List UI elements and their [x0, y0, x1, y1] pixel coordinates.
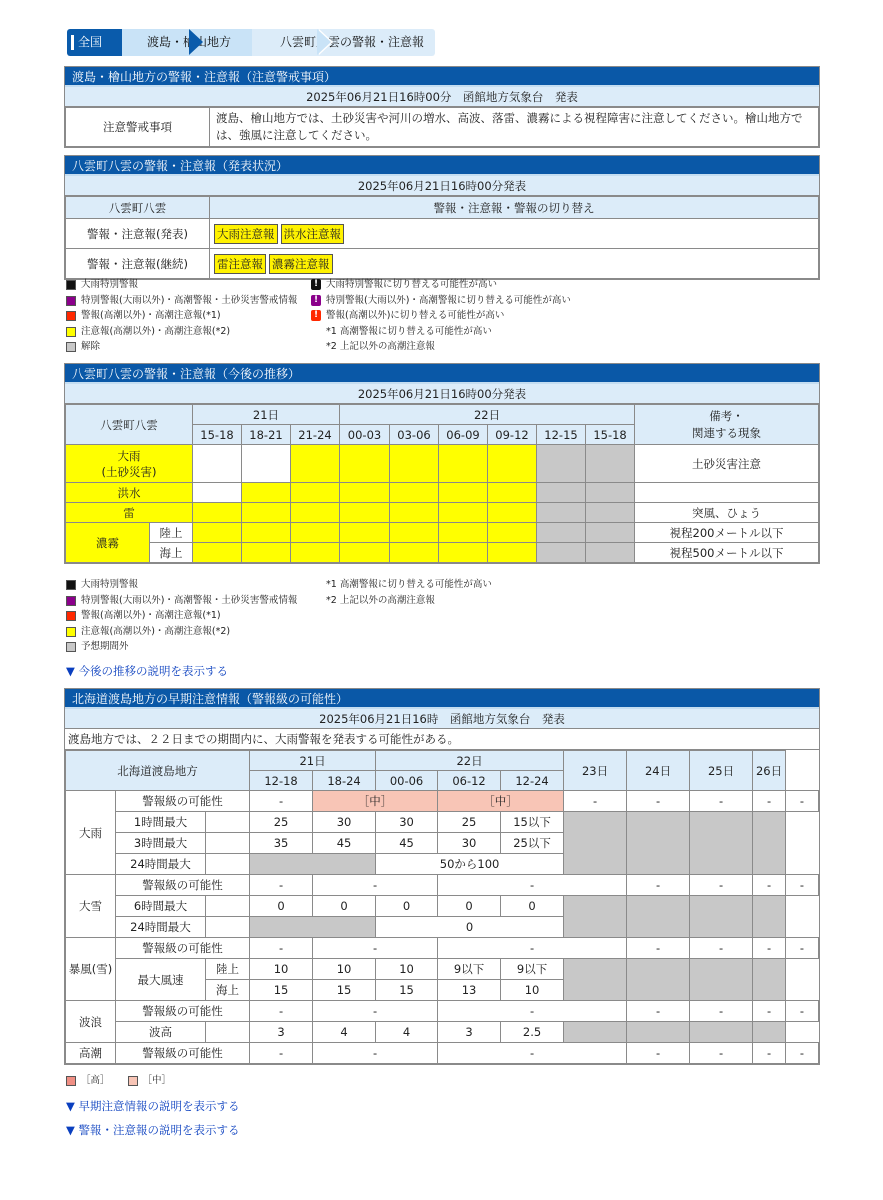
- status-cell: [390, 503, 439, 523]
- summary-text: 渡島地方では、２２日までの期間内に、大雨警報を発表する可能性がある。: [65, 729, 819, 750]
- dash-cell: -: [690, 1001, 753, 1022]
- dash-cell: -: [753, 791, 786, 812]
- legend-label: *2 上記以外の高潮注意報: [326, 594, 435, 606]
- time-slot: 12-24: [501, 771, 564, 791]
- issued-label: 警報・注意報(発表): [66, 219, 210, 249]
- legend-label: 注意報(高潮以外)・高潮注意報(*2): [81, 325, 231, 337]
- legend-item: [311, 277, 571, 293]
- dash-cell: -: [438, 875, 627, 896]
- status-cell: [488, 483, 537, 503]
- dash-cell: -: [313, 1043, 438, 1064]
- tide-label: 高潮: [66, 1043, 116, 1064]
- status-cell: [193, 483, 242, 503]
- color-swatch: [66, 311, 76, 321]
- color-swatch: [66, 580, 76, 590]
- area-name: 北海道渡島地方: [66, 751, 250, 791]
- status-cell: [242, 503, 291, 523]
- status-section: [64, 155, 820, 280]
- breadcrumb-label: 渡島・檜山地方: [147, 35, 232, 49]
- dash-cell: -: [690, 938, 753, 959]
- legend-label: 特別警報(大雨以外)・高潮警報に切り替える可能性が高い: [326, 294, 571, 306]
- status-cell: [340, 483, 390, 503]
- status-cell: [193, 503, 242, 523]
- remarks-cell: 視程200メートル以下: [635, 523, 819, 543]
- legend-label: 大雨特別警報に切り替える可能性が高い: [326, 279, 498, 290]
- early-warning-explain-link[interactable]: ▼ 早期注意情報の説明を表示する: [66, 1099, 240, 1113]
- possibility-label: 警報級の可能性: [116, 1001, 250, 1022]
- status-cell: [439, 445, 488, 483]
- status-cell: [291, 523, 340, 543]
- early-warning-section: [64, 688, 820, 1065]
- status-cell: [340, 445, 390, 483]
- color-swatch: [66, 627, 76, 637]
- day-25: 25日: [690, 751, 753, 791]
- remarks-cell: 土砂災害注意: [635, 445, 819, 483]
- status-cell: [390, 445, 439, 483]
- legend-item: [311, 308, 571, 324]
- day-23: 23日: [564, 751, 627, 791]
- legend-label: *1 高潮警報に切り替える可能性が高い: [326, 325, 492, 337]
- empty-cell: [206, 896, 250, 917]
- value-cell: 50から100: [376, 854, 564, 875]
- status-cell: [242, 445, 291, 483]
- legend2-right: [311, 577, 492, 608]
- legend-label: 特別警報(大雨以外)・高潮警報・土砂災害警戒情報: [81, 294, 298, 306]
- thunder-advisory-badge[interactable]: 雷注意報: [214, 254, 266, 274]
- dash-cell: -: [250, 1043, 313, 1064]
- gray-cell: [753, 896, 786, 938]
- caution-text: 渡島、檜山地方では、土砂災害や河川の増水、高波、落雷、濃霧による視程障害に注意してください。檜山地方では、強風に注意してください。: [210, 108, 819, 147]
- value-cell: 25: [250, 812, 313, 833]
- status-cell: [488, 503, 537, 523]
- possibility-label: 警報級の可能性: [116, 875, 250, 896]
- empty-cell: [206, 1022, 250, 1043]
- breadcrumb-item-region[interactable]: [122, 29, 252, 56]
- breadcrumb: [67, 29, 435, 56]
- legend-label: 解除: [81, 341, 101, 352]
- legend-item: [66, 577, 297, 593]
- snow-6h-label: 6時間最大: [116, 896, 206, 917]
- legend-item: [66, 624, 297, 640]
- status-cell: [586, 503, 635, 523]
- switch-header: 警報・注意報・警報の切り替え: [210, 197, 819, 219]
- dash-cell: -: [313, 938, 438, 959]
- status-cell: [537, 445, 586, 483]
- value-cell: 9以下: [501, 959, 564, 980]
- time-slot: 18-24: [313, 771, 376, 791]
- time-slot: 15-18: [193, 425, 242, 445]
- gray-cell: [564, 959, 627, 1001]
- day-21: 21日: [193, 405, 340, 425]
- legend-item: [66, 339, 297, 355]
- empty-cell: [206, 833, 250, 854]
- gray-cell: [627, 1022, 690, 1043]
- color-swatch: [66, 280, 76, 290]
- breadcrumb-marker-icon: [71, 35, 74, 50]
- legend-item: [311, 577, 492, 593]
- legend-item: [311, 324, 571, 340]
- empty-cell: [206, 812, 250, 833]
- snow-label: 大雪: [66, 875, 116, 938]
- gray-cell: [627, 812, 690, 875]
- dash-cell: -: [627, 875, 690, 896]
- time-slot: 06-09: [439, 425, 488, 445]
- dash-cell: -: [690, 1043, 753, 1064]
- possibility-value: -: [250, 791, 313, 812]
- status-cell: [586, 523, 635, 543]
- value-cell: 35: [250, 833, 313, 854]
- value-cell: 45: [313, 833, 376, 854]
- dash-cell: -: [313, 1001, 438, 1022]
- status-cell: [291, 483, 340, 503]
- value-cell: 2.5: [501, 1022, 564, 1043]
- continued-label: 警報・注意報(継続): [66, 249, 210, 279]
- legend-item: [66, 277, 297, 293]
- breadcrumb-item-all[interactable]: [67, 29, 122, 56]
- possibility-label: 警報級の可能性: [116, 791, 250, 812]
- time-slot: 00-03: [340, 425, 390, 445]
- issued-time: 2025年06月21日16時00分 函館地方気象台 発表: [65, 87, 819, 107]
- color-swatch: [128, 1076, 138, 1086]
- empty-cell: [206, 854, 250, 875]
- status-cell: [340, 503, 390, 523]
- gray-cell: [250, 854, 376, 875]
- status-cell: [291, 445, 340, 483]
- sub-land: 陸上: [150, 523, 193, 543]
- day-26: 26日: [753, 751, 786, 791]
- forecast-section: [64, 363, 820, 564]
- gray-cell: [627, 959, 690, 1001]
- exclamation-icon: !: [311, 310, 321, 321]
- gray-cell: [564, 812, 627, 875]
- color-swatch: [66, 642, 76, 652]
- row-label: (土砂災害): [101, 464, 157, 479]
- legend2-left: [66, 577, 297, 655]
- remarks-cell: [635, 483, 819, 503]
- gray-cell: [627, 896, 690, 938]
- status-cell: [242, 483, 291, 503]
- section-title: 八雲町八雲の警報・注意報（発表状況）: [65, 156, 819, 176]
- legend-item: [128, 1073, 172, 1089]
- sea-label: 海上: [206, 980, 250, 1001]
- remarks-header-line2: 関連する現象: [692, 425, 762, 440]
- legend-label: 大雨特別警報: [81, 579, 139, 590]
- issued-time: 2025年06月21日16時00分発表: [65, 176, 819, 196]
- remarks-header-line1: 備考・: [709, 408, 744, 423]
- value-cell: 10: [501, 980, 564, 1001]
- status-cell: [242, 543, 291, 563]
- dash-cell: -: [438, 938, 627, 959]
- issued-time: 2025年06月21日16時00分発表: [65, 384, 819, 404]
- status-cell: [488, 523, 537, 543]
- dash-cell: -: [250, 938, 313, 959]
- color-swatch: [66, 342, 76, 352]
- status-cell: [488, 445, 537, 483]
- value-cell: 10: [376, 959, 438, 980]
- legend-left: [66, 277, 297, 355]
- dash-cell: -: [753, 1043, 786, 1064]
- color-swatch: [66, 327, 76, 337]
- dash-cell: -: [753, 875, 786, 896]
- legend-item: [66, 1073, 110, 1089]
- section-title: 北海道渡島地方の早期注意情報（警報級の可能性）: [65, 689, 819, 709]
- warning-explain-link[interactable]: ▼ 警報・注意報の説明を表示する: [66, 1123, 240, 1137]
- day-24: 24日: [627, 751, 690, 791]
- dash-cell: -: [438, 1001, 627, 1022]
- legend-item: [66, 308, 297, 324]
- gray-cell: [753, 959, 786, 1001]
- legend-item: [311, 593, 492, 609]
- dash-cell: -: [564, 791, 627, 812]
- wave-height-label: 波高: [116, 1022, 206, 1043]
- heavy-rain-advisory-badge[interactable]: 大雨注意報: [214, 224, 278, 244]
- status-cell: [537, 543, 586, 563]
- dash-cell: -: [313, 875, 438, 896]
- snow-24h-label: 24時間最大: [116, 917, 206, 938]
- status-cell: [537, 523, 586, 543]
- area-name: 八雲町八雲: [66, 405, 193, 445]
- dash-cell: -: [627, 791, 690, 812]
- color-swatch: [66, 296, 76, 306]
- legend-item: [311, 293, 571, 309]
- time-slot: 12-15: [537, 425, 586, 445]
- legend-label: *1 高潮警報に切り替える可能性が高い: [326, 579, 492, 590]
- dash-cell: -: [786, 1043, 819, 1064]
- dash-cell: -: [786, 791, 819, 812]
- value-cell: 30: [376, 812, 438, 833]
- status-cell: [340, 543, 390, 563]
- dash-cell: -: [753, 938, 786, 959]
- legend-label: 大雨特別警報: [81, 279, 139, 290]
- rain-3h-label: 3時間最大: [116, 833, 206, 854]
- color-swatch: [66, 611, 76, 621]
- status-cell: [242, 523, 291, 543]
- possibility-label: 警報級の可能性: [116, 938, 250, 959]
- rain-24h-label: 24時間最大: [116, 854, 206, 875]
- row-flood: 洪水: [66, 483, 193, 503]
- status-cell: [291, 503, 340, 523]
- storm-label: 暴風(雪): [66, 938, 116, 1001]
- dash-cell: -: [753, 1001, 786, 1022]
- status-cell: [537, 483, 586, 503]
- possibility-legend: [66, 1073, 171, 1089]
- issued-badges: [210, 219, 819, 249]
- legend-item: [66, 324, 297, 340]
- gray-cell: [690, 896, 753, 938]
- value-cell: 13: [438, 980, 501, 1001]
- legend-label: 警報(高潮以外)・高潮注意報(*1): [81, 310, 221, 321]
- dash-cell: -: [690, 791, 753, 812]
- row-fog: 濃霧: [66, 523, 150, 563]
- legend-right: [311, 277, 571, 355]
- time-slot: 12-18: [250, 771, 313, 791]
- value-cell: 0: [376, 896, 438, 917]
- forecast-explain-link[interactable]: ▼ 今後の推移の説明を表示する: [66, 664, 228, 678]
- row-label: 大雨: [117, 448, 141, 463]
- dash-cell: -: [627, 938, 690, 959]
- legend-item: [311, 339, 571, 355]
- value-cell: 30: [313, 812, 376, 833]
- wave-label: 波浪: [66, 1001, 116, 1043]
- dash-cell: -: [627, 1043, 690, 1064]
- status-cell: [390, 483, 439, 503]
- value-cell: 0: [376, 917, 564, 938]
- day-22: 22日: [340, 405, 635, 425]
- value-cell: 3: [438, 1022, 501, 1043]
- status-cell: [488, 543, 537, 563]
- gray-cell: [753, 1022, 786, 1043]
- value-cell: 15: [250, 980, 313, 1001]
- value-cell: 10: [313, 959, 376, 980]
- legend-label: 警報(高潮以外)・高潮注意報(*1): [81, 610, 221, 621]
- status-cell: [537, 503, 586, 523]
- time-slot: 21-24: [291, 425, 340, 445]
- color-swatch: [66, 596, 76, 606]
- section-title: 八雲町八雲の警報・注意報（今後の推移）: [65, 364, 819, 384]
- status-cell: [390, 523, 439, 543]
- legend-label: ［高］: [81, 1075, 110, 1086]
- issued-time: 2025年06月21日16時 函館地方気象台 発表: [65, 709, 819, 729]
- value-cell: 10: [250, 959, 313, 980]
- gray-cell: [564, 896, 627, 938]
- remarks-header: [635, 405, 819, 445]
- time-slot: 03-06: [390, 425, 439, 445]
- exclamation-icon: !: [311, 279, 321, 290]
- status-cell: [439, 483, 488, 503]
- empty-cell: [206, 917, 250, 938]
- dash-cell: -: [786, 938, 819, 959]
- dash-cell: -: [786, 1001, 819, 1022]
- day-21: 21日: [250, 751, 376, 771]
- rain-1h-label: 1時間最大: [116, 812, 206, 833]
- legend-item: [66, 293, 297, 309]
- status-cell: [586, 483, 635, 503]
- value-cell: 45: [376, 833, 438, 854]
- remarks-cell: 視程500メートル以下: [635, 543, 819, 563]
- status-cell: [193, 445, 242, 483]
- value-cell: 0: [438, 896, 501, 917]
- color-swatch: [66, 1076, 76, 1086]
- row-heavy-rain: [66, 445, 193, 483]
- breadcrumb-label: 八雲町八雲の警報・注意報: [280, 35, 425, 49]
- legend-item: [66, 593, 297, 609]
- gray-cell: [250, 917, 376, 938]
- gray-cell: [753, 812, 786, 875]
- breadcrumb-arrow-icon: [189, 29, 203, 55]
- fog-advisory-badge[interactable]: 濃霧注意報: [269, 254, 333, 274]
- dash-cell: -: [250, 875, 313, 896]
- possibility-label: 警報級の可能性: [116, 1043, 250, 1064]
- value-cell: 25以下: [501, 833, 564, 854]
- flood-advisory-badge[interactable]: 洪水注意報: [281, 224, 345, 244]
- dash-cell: -: [786, 875, 819, 896]
- possibility-mid: ［中］: [313, 791, 438, 812]
- dash-cell: -: [690, 875, 753, 896]
- time-slot: 09-12: [488, 425, 537, 445]
- gray-cell: [564, 1022, 627, 1043]
- status-cell: [291, 543, 340, 563]
- status-cell: [586, 445, 635, 483]
- value-cell: 25: [438, 812, 501, 833]
- value-cell: 4: [376, 1022, 438, 1043]
- breadcrumb-arrow-icon: [317, 29, 331, 55]
- legend-label: *2 上記以外の高潮注意報: [326, 341, 435, 352]
- status-cell: [439, 543, 488, 563]
- section-title: 渡島・檜山地方の警報・注意報（注意警戒事項）: [65, 67, 819, 87]
- possibility-mid: ［中］: [438, 791, 564, 812]
- dash-cell: -: [438, 1043, 627, 1064]
- dash-cell: -: [250, 1001, 313, 1022]
- row-thunder: 雷: [66, 503, 193, 523]
- status-cell: [193, 523, 242, 543]
- legend-label: ［中］: [142, 1075, 172, 1086]
- max-wind-label: 最大風速: [116, 959, 206, 1001]
- legend-item: [66, 608, 297, 624]
- time-slot: 06-12: [438, 771, 501, 791]
- value-cell: 9以下: [438, 959, 501, 980]
- gray-cell: [690, 812, 753, 875]
- legend-label: 警報(高潮以外)に切り替える可能性が高い: [326, 310, 505, 321]
- sub-sea: 海上: [150, 543, 193, 563]
- value-cell: 4: [313, 1022, 376, 1043]
- status-cell: [390, 543, 439, 563]
- heavy-rain-label: 大雨: [66, 791, 116, 875]
- value-cell: 0: [501, 896, 564, 917]
- day-22: 22日: [376, 751, 564, 771]
- breadcrumb-label: 全国: [78, 35, 103, 49]
- legend-label: 注意報(高潮以外)・高潮注意報(*2): [81, 625, 231, 637]
- caution-label: 注意警戒事項: [66, 108, 210, 147]
- value-cell: 3: [250, 1022, 313, 1043]
- area-name: 八雲町八雲: [66, 197, 210, 219]
- value-cell: 15: [376, 980, 438, 1001]
- continued-badges: [210, 249, 819, 279]
- exclamation-icon: !: [311, 295, 321, 306]
- status-cell: [439, 503, 488, 523]
- time-slot: 18-21: [242, 425, 291, 445]
- gray-cell: [690, 959, 753, 1001]
- time-slot: 15-18: [586, 425, 635, 445]
- breadcrumb-item-current: [252, 29, 435, 56]
- value-cell: 15以下: [501, 812, 564, 833]
- value-cell: 0: [313, 896, 376, 917]
- status-cell: [340, 523, 390, 543]
- status-cell: [439, 523, 488, 543]
- dash-cell: -: [627, 1001, 690, 1022]
- caution-section: [64, 66, 820, 148]
- land-label: 陸上: [206, 959, 250, 980]
- legend-item: [66, 639, 297, 655]
- value-cell: 0: [250, 896, 313, 917]
- status-cell: [193, 543, 242, 563]
- gray-cell: [690, 1022, 753, 1043]
- remarks-cell: 突風、ひょう: [635, 503, 819, 523]
- status-cell: [586, 543, 635, 563]
- legend-label: 予想期間外: [81, 641, 129, 652]
- value-cell: 15: [313, 980, 376, 1001]
- legend-label: 特別警報(大雨以外)・高潮警報・土砂災害警戒情報: [81, 594, 298, 606]
- value-cell: 30: [438, 833, 501, 854]
- time-slot: 00-06: [376, 771, 438, 791]
